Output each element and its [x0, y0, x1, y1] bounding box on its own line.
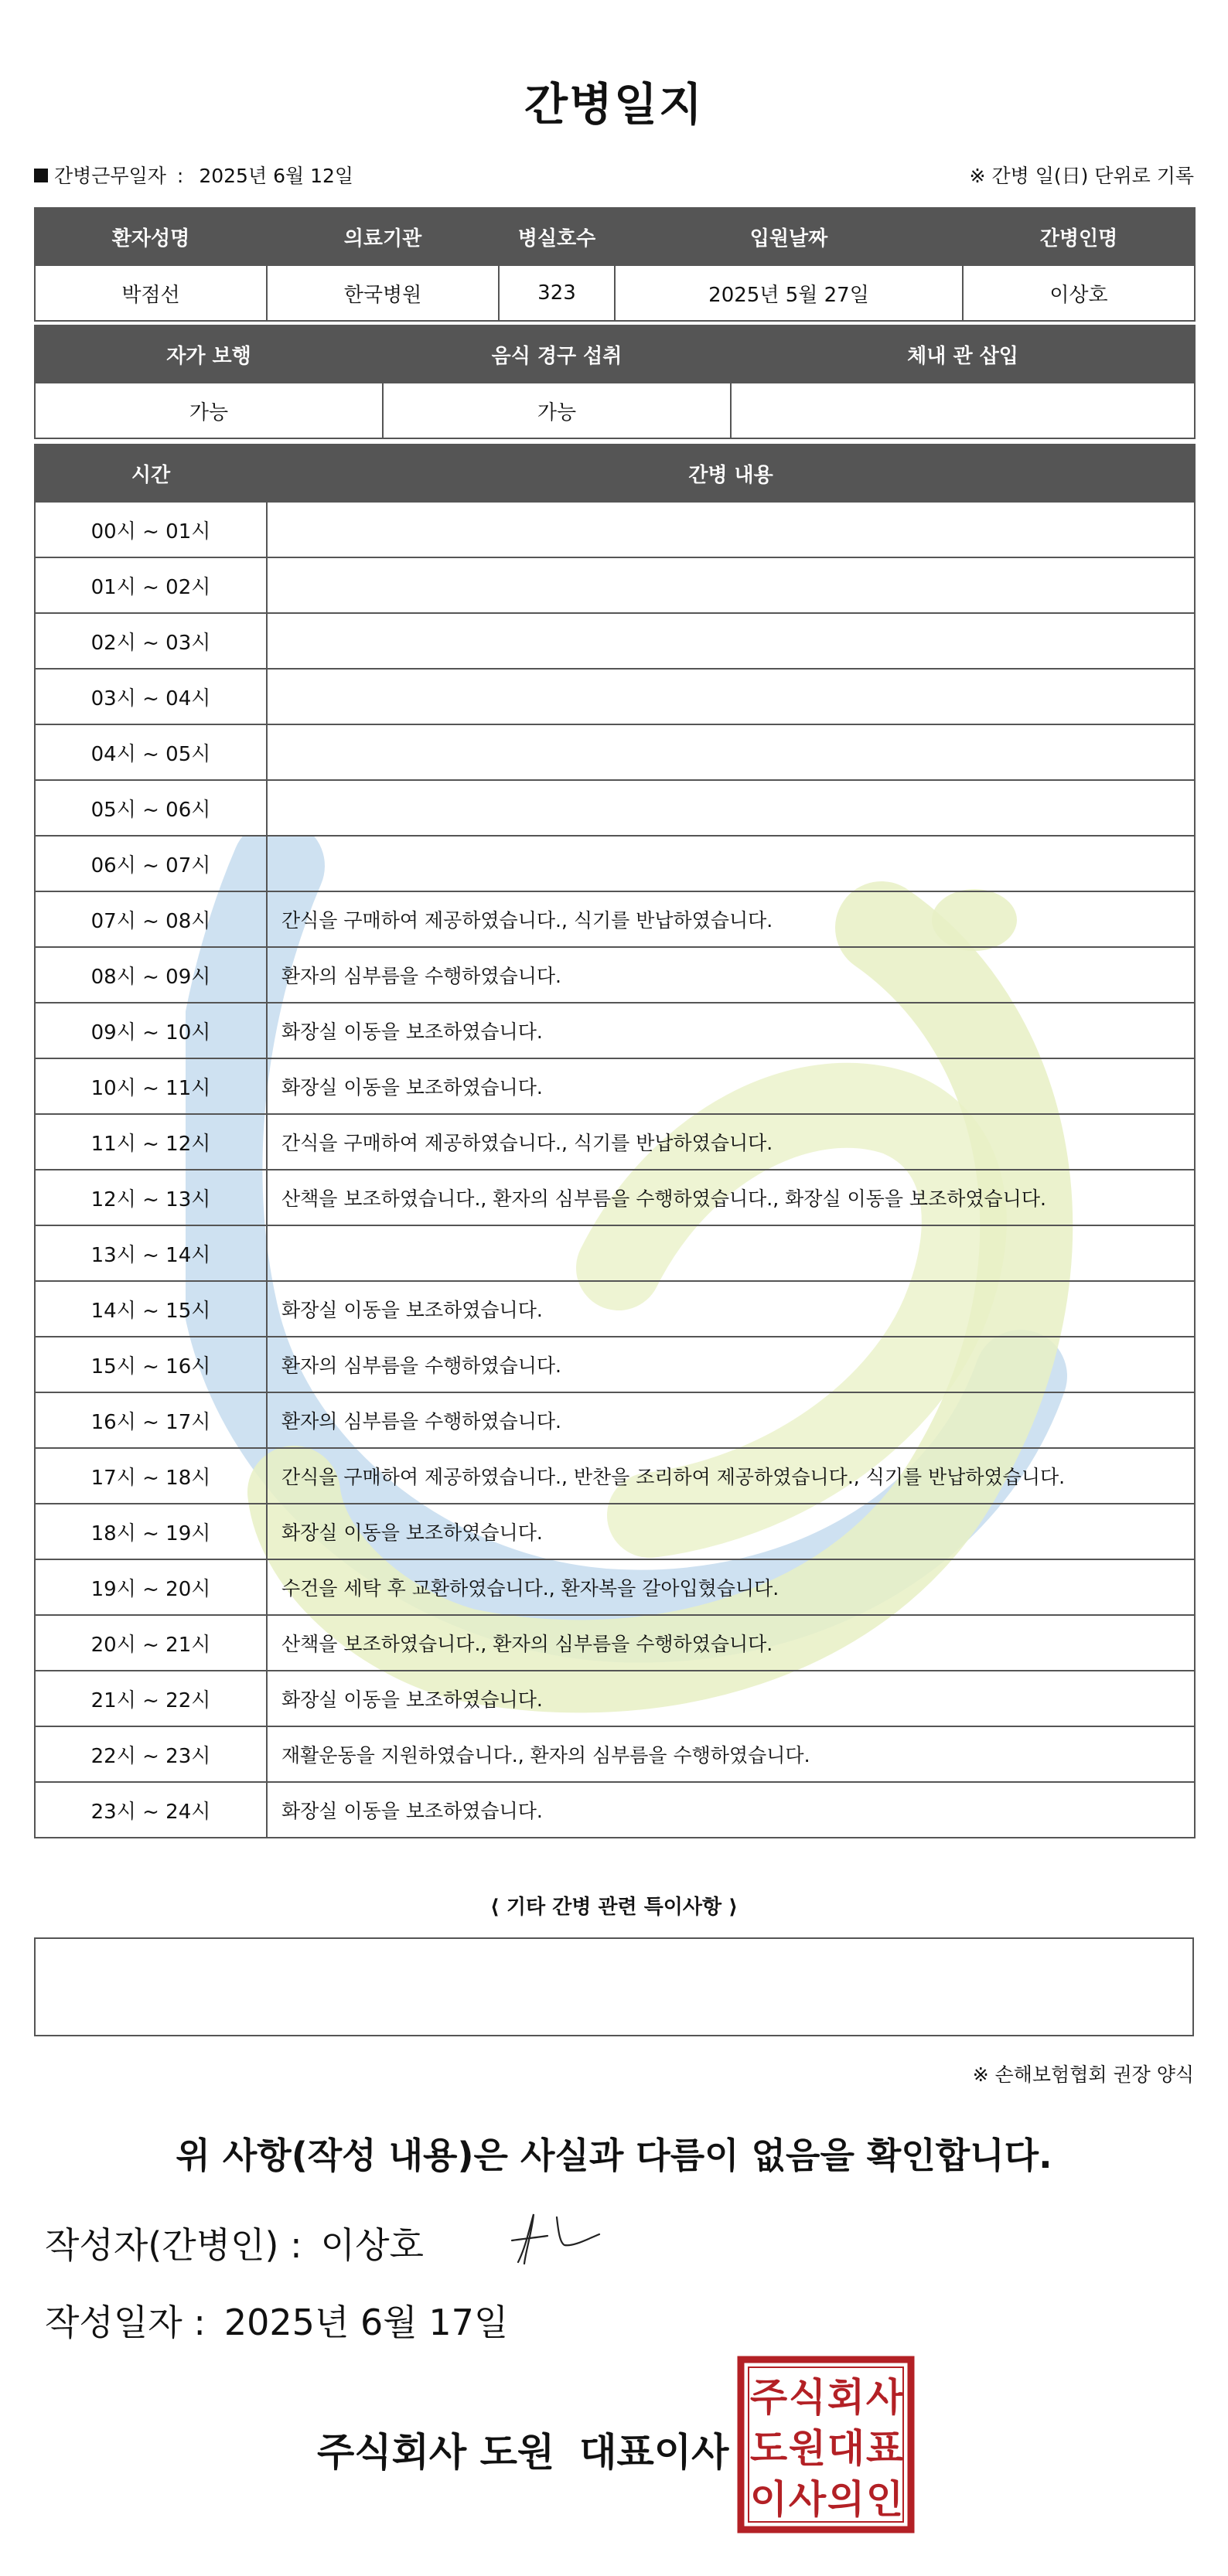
- unit-note: ※ 간병 일(日) 단위로 기록: [969, 165, 1194, 187]
- care-log-time: 13시 ~ 14시: [35, 1225, 267, 1281]
- write-date-line: [45, 2295, 508, 2346]
- work-date-block: [34, 161, 353, 189]
- tube-insertion-value: [731, 383, 1195, 438]
- handwritten-signature: [503, 2208, 603, 2270]
- seal-character: 대: [827, 2426, 865, 2471]
- room-number-value: 323: [499, 265, 615, 321]
- seal-character: 사: [865, 2375, 904, 2420]
- seal-character: 원: [788, 2426, 827, 2471]
- care-log-content: 화장실 이동을 보조하였습니다.: [267, 1504, 1195, 1559]
- seal-character: 식: [788, 2375, 827, 2420]
- company-name: 주식회사 도원: [317, 2430, 555, 2475]
- patient-info-table: [34, 207, 1196, 322]
- care-log-content: 환자의 심부름을 수행하였습니다.: [267, 1337, 1195, 1392]
- form-note: ※ 손해보험협회 권장 양식: [972, 2063, 1194, 2086]
- care-log-time: 07시 ~ 08시: [35, 891, 267, 947]
- care-log-row: [35, 1671, 1195, 1726]
- care-log-content: 간식을 구매하여 제공하였습니다., 식기를 반납하였습니다.: [267, 1114, 1195, 1170]
- care-log-time: 01시 ~ 02시: [35, 557, 267, 613]
- care-log-row: [35, 502, 1195, 557]
- care-log-content: [267, 502, 1195, 557]
- work-date-colon: :: [176, 165, 184, 187]
- care-log-content: 산책을 보조하였습니다., 환자의 심부름을 수행하였습니다.: [267, 1615, 1195, 1671]
- care-log-row: [35, 613, 1195, 669]
- care-log-row: [35, 724, 1195, 780]
- square-bullet-icon: [34, 169, 48, 182]
- patient-name-header: 환자성명: [35, 208, 267, 265]
- caregiver-name-header: 간병인명: [963, 208, 1195, 265]
- care-log-row: [35, 1058, 1195, 1114]
- care-log-time: 18시 ~ 19시: [35, 1504, 267, 1559]
- write-date-label: 작성일자 :: [45, 2302, 206, 2343]
- oral-intake-value: 가능: [383, 383, 731, 438]
- self-walking-value: 가능: [35, 383, 383, 438]
- care-log-row: [35, 1392, 1195, 1448]
- care-log-time: 17시 ~ 18시: [35, 1448, 267, 1504]
- care-log-content: [267, 557, 1195, 613]
- meta-row: [34, 161, 1194, 192]
- care-log-row: [35, 1114, 1195, 1170]
- care-log-table: [34, 444, 1196, 1838]
- patient-name-value: 박점선: [35, 265, 267, 321]
- room-number-header: 병실호수: [499, 208, 615, 265]
- patient-info-value-row: [35, 265, 1195, 321]
- seal-character: 주: [749, 2375, 788, 2420]
- care-log-row: [35, 1615, 1195, 1671]
- company-line: [317, 2421, 728, 2477]
- document-title: 간병일지: [524, 78, 704, 131]
- seal-character: 사: [788, 2477, 827, 2522]
- care-log-time: 02시 ~ 03시: [35, 613, 267, 669]
- tube-insertion-header: 체내 관 삽입: [731, 325, 1195, 383]
- care-log-content: 화장실 이동을 보조하였습니다.: [267, 1058, 1195, 1114]
- seal-character: 이: [749, 2477, 788, 2522]
- hospital-value: 한국병원: [267, 265, 499, 321]
- care-log-time: 11시 ~ 12시: [35, 1114, 267, 1170]
- confirmation-statement: 위 사항(작성 내용)은 사실과 다름이 없음을 확인합니다.: [176, 2135, 1052, 2176]
- care-log-header-row: [35, 445, 1195, 502]
- notes-title: ⟨ 기타 간병 관련 특이사항 ⟩: [489, 1896, 739, 1919]
- care-log-time: 00시 ~ 01시: [35, 502, 267, 557]
- care-log-content: 간식을 구매하여 제공하였습니다., 식기를 반납하였습니다.: [267, 891, 1195, 947]
- work-date-label: 간병근무일자: [54, 165, 166, 187]
- care-log-content: 화장실 이동을 보조하였습니다.: [267, 1003, 1195, 1058]
- care-log-content: 간식을 구매하여 제공하였습니다., 반찬을 조리하여 제공하였습니다., 식기를 반납하였습니다.: [267, 1448, 1195, 1504]
- care-log-row: [35, 1281, 1195, 1337]
- care-log-time: 15시 ~ 16시: [35, 1337, 267, 1392]
- seal-character: 회: [827, 2375, 865, 2420]
- care-log-content: [267, 613, 1195, 669]
- care-log-row: [35, 1782, 1195, 1838]
- care-log-time: 14시 ~ 15시: [35, 1281, 267, 1337]
- care-log-row: [35, 557, 1195, 613]
- care-log-time: 10시 ~ 11시: [35, 1058, 267, 1114]
- care-log-row: [35, 1170, 1195, 1225]
- notes-box: [34, 1937, 1194, 2036]
- admission-date-value: 2025년 5월 27일: [615, 265, 963, 321]
- care-log-row: [35, 1726, 1195, 1782]
- care-log-time: 22시 ~ 23시: [35, 1726, 267, 1782]
- care-log-content: 환자의 심부름을 수행하였습니다.: [267, 1392, 1195, 1448]
- care-log-row: [35, 1504, 1195, 1559]
- writer-line: [45, 2217, 424, 2268]
- company-seal-stamp: [736, 2355, 916, 2534]
- care-log-content: 화장실 이동을 보조하였습니다.: [267, 1671, 1195, 1726]
- care-log-row: [35, 947, 1195, 1003]
- seal-character: 인: [865, 2477, 904, 2522]
- hospital-header: 의료기관: [267, 208, 499, 265]
- care-log-content: 화장실 이동을 보조하였습니다.: [267, 1782, 1195, 1838]
- care-log-time: 09시 ~ 10시: [35, 1003, 267, 1058]
- care-log-row: [35, 1225, 1195, 1281]
- care-log-row: [35, 1003, 1195, 1058]
- care-log-row: [35, 1448, 1195, 1504]
- care-log-row: [35, 780, 1195, 836]
- time-header: 시간: [35, 445, 267, 502]
- care-log-content: 화장실 이동을 보조하였습니다.: [267, 1281, 1195, 1337]
- work-date-value: 2025년 6월 12일: [199, 165, 354, 187]
- patient-status-table: [34, 325, 1196, 439]
- care-log-content: 수건을 세탁 후 교환하였습니다., 환자복을 갈아입혔습니다.: [267, 1559, 1195, 1615]
- care-log-time: 21시 ~ 22시: [35, 1671, 267, 1726]
- care-log-time: 23시 ~ 24시: [35, 1782, 267, 1838]
- care-log-content: [267, 724, 1195, 780]
- care-log-content: [267, 669, 1195, 724]
- patient-status-value-row: [35, 383, 1195, 438]
- writer-label: 작성자(간병인) :: [45, 2224, 302, 2266]
- patient-status-header-row: [35, 325, 1195, 383]
- care-log-time: 03시 ~ 04시: [35, 669, 267, 724]
- care-log-time: 06시 ~ 07시: [35, 836, 267, 891]
- care-content-header: 간병 내용: [267, 445, 1195, 502]
- company-title: 대표이사: [579, 2430, 729, 2475]
- care-log-row: [35, 891, 1195, 947]
- seal-character: 표: [865, 2426, 904, 2471]
- care-log-content: 환자의 심부름을 수행하였습니다.: [267, 947, 1195, 1003]
- write-date-value: 2025년 6월 17일: [223, 2302, 509, 2343]
- caregiver-name-value: 이상호: [963, 265, 1195, 321]
- writer-name: 이상호: [320, 2224, 424, 2266]
- admission-date-header: 입원날짜: [615, 208, 963, 265]
- self-walking-header: 자가 보행: [35, 325, 383, 383]
- care-log-time: 12시 ~ 13시: [35, 1170, 267, 1225]
- care-log-time: 08시 ~ 09시: [35, 947, 267, 1003]
- seal-character: 의: [827, 2477, 865, 2522]
- care-log-time: 05시 ~ 06시: [35, 780, 267, 836]
- care-log-row: [35, 1559, 1195, 1615]
- care-log-time: 19시 ~ 20시: [35, 1559, 267, 1615]
- care-log-content: 재활운동을 지원하였습니다., 환자의 심부름을 수행하였습니다.: [267, 1726, 1195, 1782]
- care-log-content: 산책을 보조하였습니다., 환자의 심부름을 수행하였습니다., 화장실 이동을 보조하였습니다.: [267, 1170, 1195, 1225]
- care-log-time: 04시 ~ 05시: [35, 724, 267, 780]
- care-log-body: [35, 502, 1195, 1838]
- care-log-content: [267, 836, 1195, 891]
- care-log-row: [35, 669, 1195, 724]
- care-log-row: [35, 1337, 1195, 1392]
- patient-info-header-row: [35, 208, 1195, 265]
- care-log-time: 16시 ~ 17시: [35, 1392, 267, 1448]
- care-log-content: [267, 1225, 1195, 1281]
- care-log-content: [267, 780, 1195, 836]
- seal-character: 도: [749, 2426, 788, 2471]
- oral-intake-header: 음식 경구 섭취: [383, 325, 731, 383]
- care-log-time: 20시 ~ 21시: [35, 1615, 267, 1671]
- care-log-row: [35, 836, 1195, 891]
